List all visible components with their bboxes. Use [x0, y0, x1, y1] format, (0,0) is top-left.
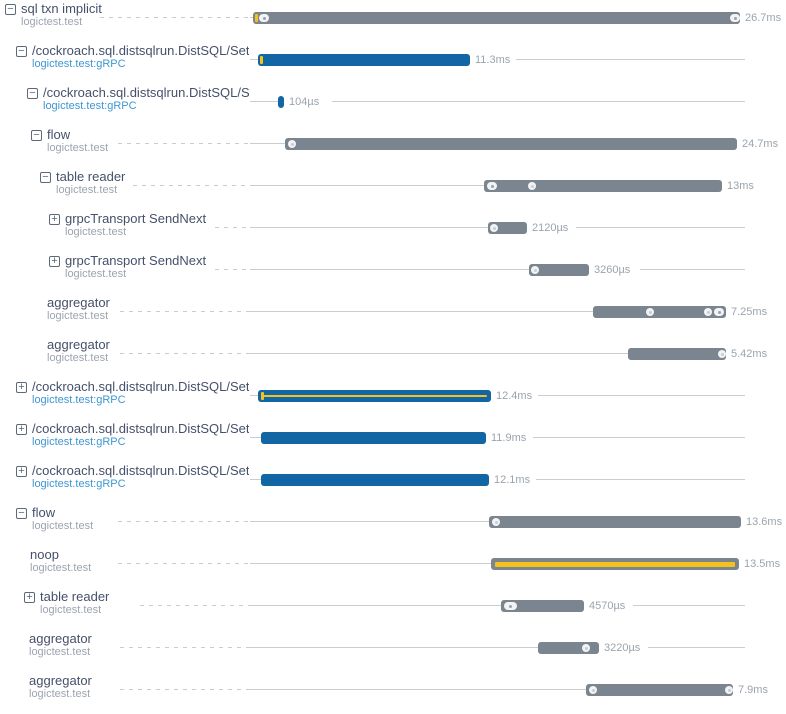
trace-row — [0, 126, 786, 168]
event-marker-icon — [646, 308, 654, 316]
span-sublabel: logictest.test — [47, 310, 109, 322]
event-marker-icon — [714, 308, 724, 316]
trail-line — [332, 101, 745, 102]
event-marker-icon — [725, 686, 733, 694]
leader-line — [250, 59, 258, 60]
span-duration: 13ms — [727, 180, 754, 192]
span-duration: 2120µs — [532, 222, 569, 234]
trace-row — [0, 378, 786, 420]
trail-line — [648, 647, 745, 648]
event-marker-icon — [531, 266, 539, 274]
span-label: /cockroach.sql.distsqlrun.DistSQL/Set — [32, 464, 250, 478]
leader-line — [250, 143, 285, 144]
trace-row — [0, 210, 786, 252]
leader-line — [250, 521, 489, 522]
span-duration: 13.5ms — [744, 558, 781, 570]
leader-line — [250, 437, 261, 438]
span-label: table reader — [56, 170, 126, 184]
span-duration: 12.4ms — [496, 390, 533, 402]
collapse-expander-icon[interactable]: − — [16, 508, 27, 519]
trace-row — [0, 0, 786, 42]
collapse-expander-icon[interactable]: − — [27, 88, 38, 99]
event-marker-icon — [259, 14, 269, 22]
expand-expander-icon[interactable]: + — [49, 256, 60, 267]
span-sublabel: logictest.test — [32, 520, 94, 532]
expand-expander-icon[interactable]: + — [49, 214, 60, 225]
trace-row — [0, 84, 786, 126]
event-marker-icon — [487, 182, 497, 190]
event-marker-icon — [582, 644, 590, 652]
yellow-tick-marker-icon — [260, 56, 263, 64]
collapse-expander-icon[interactable]: − — [31, 130, 42, 141]
leader-dash — [118, 521, 250, 522]
trace-row — [0, 336, 786, 378]
span-bar[interactable] — [278, 96, 284, 108]
leader-line — [250, 185, 484, 186]
expand-expander-icon[interactable]: + — [16, 424, 27, 435]
span-label: noop — [30, 548, 59, 562]
leader-dash — [120, 689, 250, 690]
span-label: table reader — [40, 590, 110, 604]
leader-dash — [120, 647, 250, 648]
trace-row — [0, 168, 786, 210]
leader-dash — [215, 269, 250, 270]
leader-dash — [215, 227, 250, 228]
collapse-expander-icon[interactable]: − — [40, 172, 51, 183]
span-duration: 26.7ms — [745, 12, 782, 24]
span-sublabel: logictest.test:gRPC — [32, 58, 126, 70]
span-sublabel: logictest.test — [65, 268, 127, 280]
trail-line — [536, 479, 745, 480]
trace-row — [0, 294, 786, 336]
span-sublabel: logictest.test — [40, 604, 102, 616]
span-duration: 13.6ms — [746, 516, 783, 528]
span-bar[interactable] — [586, 684, 733, 696]
span-label: aggregator — [47, 296, 110, 310]
trail-line — [640, 269, 745, 270]
leader-dash — [118, 563, 250, 564]
event-marker-icon — [288, 140, 296, 148]
span-bar[interactable] — [628, 348, 726, 360]
event-marker-icon — [528, 182, 536, 190]
trail-line — [576, 227, 745, 228]
span-label: /cockroach.sql.distsqlrun.DistSQL/Set — [32, 44, 250, 58]
trail-line — [516, 59, 745, 60]
leader-line — [250, 647, 538, 648]
span-label: sql txn implicit — [21, 2, 102, 16]
leader-line — [250, 227, 488, 228]
span-label: /cockroach.sql.distsqlrun.DistSQL/Set — [32, 380, 250, 394]
span-duration: 11.9ms — [491, 432, 527, 444]
trace-row — [0, 252, 786, 294]
trace-row — [0, 546, 786, 588]
span-sublabel: logictest.test:gRPC — [32, 478, 126, 490]
span-duration: 11.3ms — [475, 54, 511, 66]
event-marker-icon — [730, 14, 740, 22]
span-sublabel: logictest.test:gRPC — [32, 394, 126, 406]
event-marker-icon — [490, 224, 498, 232]
leader-line — [250, 479, 261, 480]
span-label: flow — [32, 506, 56, 520]
trace-row — [0, 672, 786, 714]
span-bar[interactable] — [489, 516, 741, 528]
collapse-expander-icon[interactable]: − — [16, 46, 27, 57]
leader-line — [250, 353, 628, 354]
trail-line — [533, 437, 745, 438]
span-bar[interactable] — [285, 138, 737, 150]
span-sublabel: logictest.test — [47, 142, 109, 154]
yellow-tick-marker-icon — [261, 392, 264, 400]
trace-row — [0, 588, 786, 630]
trace-row — [0, 504, 786, 546]
trace-row — [0, 42, 786, 84]
span-sublabel: logictest.test — [21, 16, 83, 28]
event-marker-icon — [704, 308, 712, 316]
span-label: grpcTransport SendNext — [65, 254, 207, 268]
span-sublabel: logictest.test — [65, 226, 127, 238]
expand-expander-icon[interactable]: + — [16, 466, 27, 477]
span-duration: 7.25ms — [731, 306, 768, 318]
span-duration: 3220µs — [604, 642, 641, 654]
leader-dash — [120, 353, 250, 354]
span-label: aggregator — [29, 632, 92, 646]
span-duration: 104µs — [289, 96, 320, 108]
event-marker-icon — [589, 686, 597, 694]
leader-line — [250, 311, 593, 312]
span-bar[interactable] — [484, 180, 722, 192]
span-duration: 7.9ms — [738, 684, 768, 696]
event-marker-icon — [504, 602, 517, 610]
leader-dash — [118, 143, 250, 144]
span-duration: 3260µs — [594, 264, 631, 276]
leader-dash — [140, 605, 250, 606]
span-label: flow — [47, 128, 71, 142]
expand-expander-icon[interactable]: + — [16, 382, 27, 393]
trace-row — [0, 462, 786, 504]
span-sublabel: logictest.test:gRPC — [32, 436, 126, 448]
span-bar[interactable] — [258, 390, 491, 402]
span-bar[interactable] — [253, 12, 740, 24]
span-sublabel: logictest.test — [29, 646, 91, 658]
span-bar[interactable] — [261, 432, 486, 444]
span-sublabel: logictest.test — [47, 352, 109, 364]
span-bar[interactable] — [258, 54, 470, 66]
span-label: grpcTransport SendNext — [65, 212, 207, 226]
span-duration: 5.42ms — [731, 348, 768, 360]
leader-line — [250, 605, 501, 606]
expand-expander-icon[interactable]: + — [24, 592, 35, 603]
leader-line — [250, 395, 258, 396]
span-sublabel: logictest.test — [30, 562, 92, 574]
span-sublabel: logictest.test — [56, 184, 118, 196]
leader-line — [250, 563, 491, 564]
span-sublabel: logictest.test:gRPC — [43, 100, 137, 112]
span-label: aggregator — [29, 674, 92, 688]
leader-line — [250, 101, 278, 102]
span-sublabel: logictest.test — [29, 688, 91, 700]
collapse-expander-icon[interactable]: − — [5, 4, 16, 15]
leader-line — [250, 269, 529, 270]
bar-stripe-icon — [495, 562, 735, 567]
bar-stripe-icon — [262, 395, 487, 397]
span-bar[interactable] — [261, 474, 489, 486]
span-duration: 4570µs — [589, 600, 626, 612]
leader-dash — [120, 311, 250, 312]
span-bar[interactable] — [491, 558, 739, 570]
leader-dash — [133, 185, 250, 186]
event-marker-icon — [718, 350, 726, 358]
span-label: /cockroach.sql.distsqlrun.DistSQL/Set — [32, 422, 250, 436]
trace-row — [0, 420, 786, 462]
span-duration: 24.7ms — [742, 138, 779, 150]
leader-dash — [100, 17, 250, 18]
event-marker-icon — [492, 518, 500, 526]
leader-line — [250, 689, 586, 690]
trace-row — [0, 630, 786, 672]
span-duration: 12.1ms — [494, 474, 531, 486]
trail-line — [538, 395, 745, 396]
span-label: aggregator — [47, 338, 110, 352]
trail-line — [633, 605, 745, 606]
yellow-tick-marker-icon — [255, 14, 258, 22]
span-label: /cockroach.sql.distsqlrun.DistSQL/S — [43, 86, 250, 100]
